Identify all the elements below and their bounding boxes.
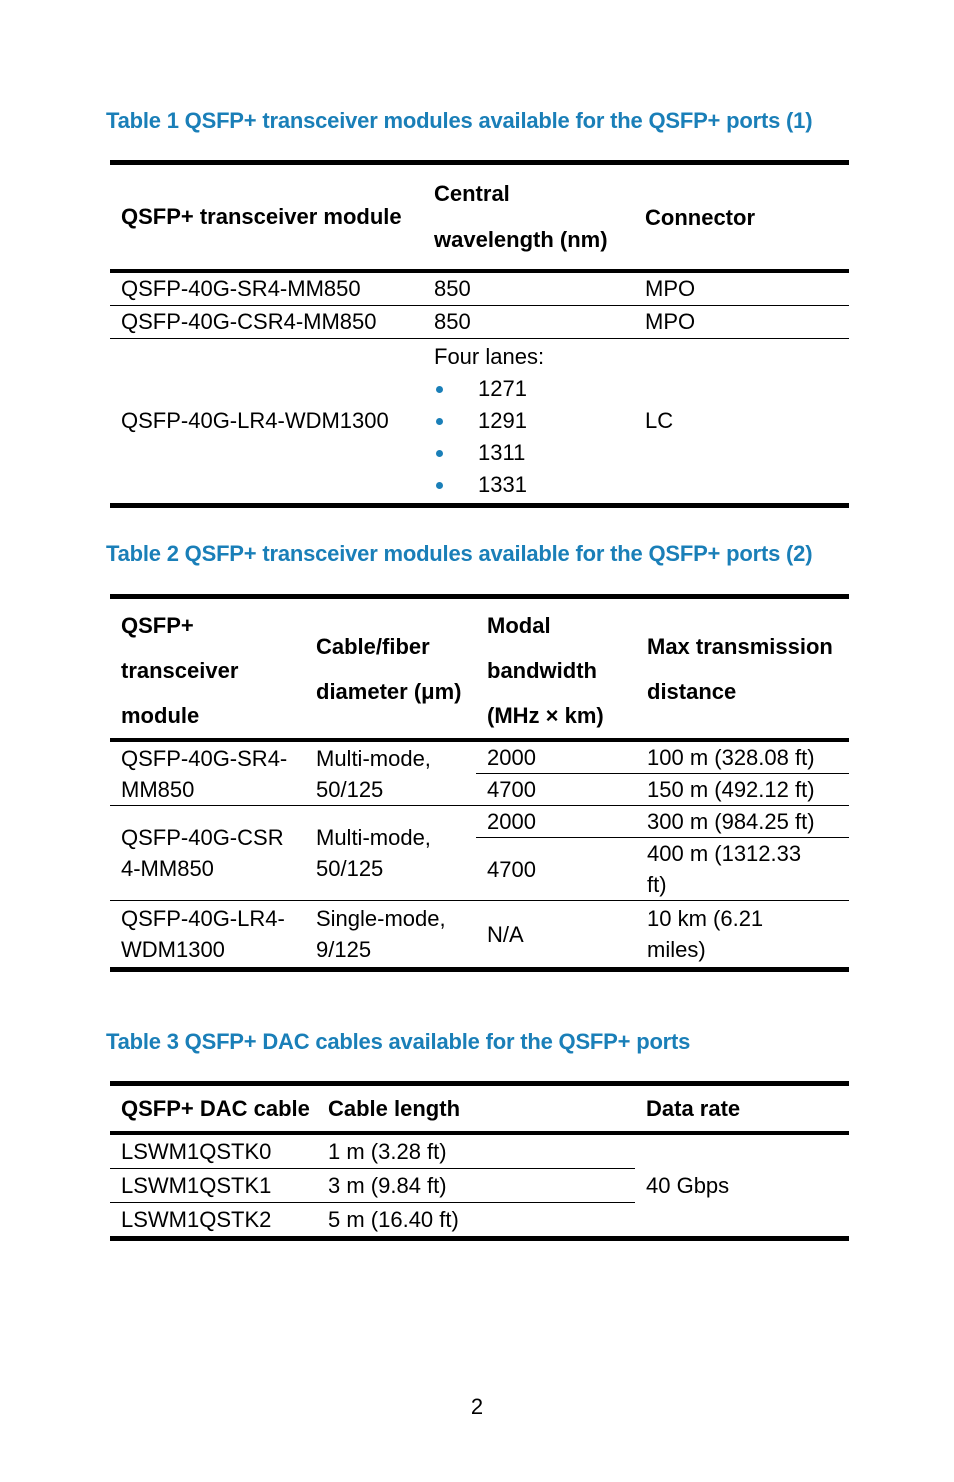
table1-header-wavelength-line1: Central xyxy=(434,181,510,206)
bandwidth-cell: 2000 xyxy=(476,740,636,774)
header-line: bandwidth xyxy=(487,658,597,683)
cell-line: 50/125 xyxy=(316,856,384,881)
distance-cell: 100 m (328.08 ft) xyxy=(636,740,849,774)
cable-cell: LSWM1QSTK2 xyxy=(121,1207,272,1232)
module-cell: QSFP-40G-LR4-WDM1300 xyxy=(121,408,389,433)
lanes-list xyxy=(434,373,634,501)
list-item: 1271 xyxy=(434,373,634,405)
list-item: 1331 xyxy=(434,469,634,501)
table3-header-row xyxy=(110,1084,849,1134)
header-line: distance xyxy=(647,678,737,704)
data-rate-cell: 40 Gbps xyxy=(646,1173,730,1198)
cell-line: 10 km (6.21 xyxy=(647,906,764,931)
module-cell xyxy=(110,740,305,806)
cell-line: 4-MM850 xyxy=(121,856,214,881)
table-row xyxy=(110,271,849,306)
bandwidth-cell: 4700 xyxy=(476,774,636,806)
length-cell: 5 m (16.40 ft) xyxy=(328,1207,459,1232)
table2-header-distance xyxy=(636,597,849,741)
module-cell xyxy=(110,806,305,901)
table2-caption: Table 2 QSFP+ transceiver modules available for the QSFP+ ports (2) xyxy=(106,541,813,566)
distance-cell: 300 m (984.25 ft) xyxy=(636,806,849,838)
cable-cell xyxy=(305,901,476,970)
list-item: 1311 xyxy=(434,437,634,469)
module-cell: QSFP-40G-SR4-MM850 xyxy=(121,276,361,301)
cable-cell xyxy=(305,740,476,806)
module-cell: QSFP-40G-CSR4-MM850 xyxy=(121,309,377,334)
table3-caption: Table 3 QSFP+ DAC cables available for the QSFP+ ports xyxy=(106,1029,691,1054)
cell-line: miles) xyxy=(647,937,706,962)
table2-header-bandwidth xyxy=(476,597,636,741)
connector-cell: MPO xyxy=(645,309,696,334)
table2-header-cable xyxy=(305,597,476,741)
table2-header-module xyxy=(110,597,305,741)
table1-header-module: QSFP+ transceiver module xyxy=(121,204,402,229)
cell-line: Multi-mode, xyxy=(316,745,431,771)
header-line: Modal xyxy=(487,613,551,638)
header-line: diameter (μm) xyxy=(316,678,462,704)
cell-line: 9/125 xyxy=(316,937,372,962)
distance-cell xyxy=(636,901,849,970)
table2-header-row xyxy=(110,597,849,741)
distance-cell: 150 m (492.12 ft) xyxy=(636,774,849,806)
cell-line: QSFP-40G-CSR xyxy=(121,825,284,850)
bandwidth-cell: N/A xyxy=(487,921,524,947)
page-number: 2 xyxy=(470,1394,484,1419)
module-cell xyxy=(110,901,305,970)
table-row xyxy=(110,740,849,774)
table1 xyxy=(110,160,849,508)
cell-line: Multi-mode, xyxy=(316,825,431,850)
distance-cell xyxy=(636,838,849,901)
bandwidth-cell: 4700 xyxy=(476,838,636,901)
cell-line: MM850 xyxy=(121,776,195,802)
table-row xyxy=(110,306,849,339)
cell-line: Single-mode, xyxy=(316,906,446,931)
cell-line: 50/125 xyxy=(316,776,384,802)
wavelength-cell: 850 xyxy=(434,309,471,334)
list-item: 1291 xyxy=(434,405,634,437)
table1-header-wavelength-line2: wavelength (nm) xyxy=(434,227,608,252)
table2 xyxy=(110,594,849,972)
table-row xyxy=(110,901,849,970)
table1-caption: Table 1 QSFP+ transceiver modules available for the QSFP+ ports (1) xyxy=(106,108,813,133)
cell-line: QSFP-40G-SR4- xyxy=(121,745,288,771)
lanes-intro: Four lanes: xyxy=(434,344,545,369)
header-line: Max transmission xyxy=(647,633,833,659)
header-line: transceiver xyxy=(121,658,239,683)
connector-cell: LC xyxy=(645,408,674,433)
table1-header-wavelength xyxy=(423,163,634,272)
header-line: QSFP+ xyxy=(121,613,194,638)
length-cell: 3 m (9.84 ft) xyxy=(317,1169,635,1203)
table3-header-length: Cable length xyxy=(328,1096,461,1121)
cell-line: WDM1300 xyxy=(121,937,225,962)
header-line: Cable/fiber xyxy=(316,633,430,659)
table-row xyxy=(110,806,849,838)
table-row xyxy=(110,1133,849,1169)
connector-cell: MPO xyxy=(645,276,696,301)
cable-cell xyxy=(305,806,476,901)
wavelength-cell: 850 xyxy=(434,276,471,301)
table3-header-cable: QSFP+ DAC cable xyxy=(121,1096,310,1121)
bandwidth-cell: 2000 xyxy=(476,806,636,838)
cell-line: 400 m (1312.33 xyxy=(647,841,802,866)
table3-header-rate: Data rate xyxy=(646,1096,741,1121)
table-row xyxy=(110,339,849,506)
length-cell: 1 m (3.28 ft) xyxy=(317,1133,635,1169)
cable-cell: LSWM1QSTK1 xyxy=(110,1169,317,1203)
cable-cell: LSWM1QSTK0 xyxy=(110,1133,317,1169)
cell-line: QSFP-40G-LR4- xyxy=(121,906,285,931)
header-line: (MHz × km) xyxy=(487,703,604,728)
table1-header-row xyxy=(110,163,849,272)
cell-line: ft) xyxy=(647,872,667,897)
wavelength-cell xyxy=(423,339,634,506)
table3 xyxy=(110,1081,849,1241)
header-line: module xyxy=(121,703,200,728)
table1-header-connector: Connector xyxy=(645,204,755,230)
